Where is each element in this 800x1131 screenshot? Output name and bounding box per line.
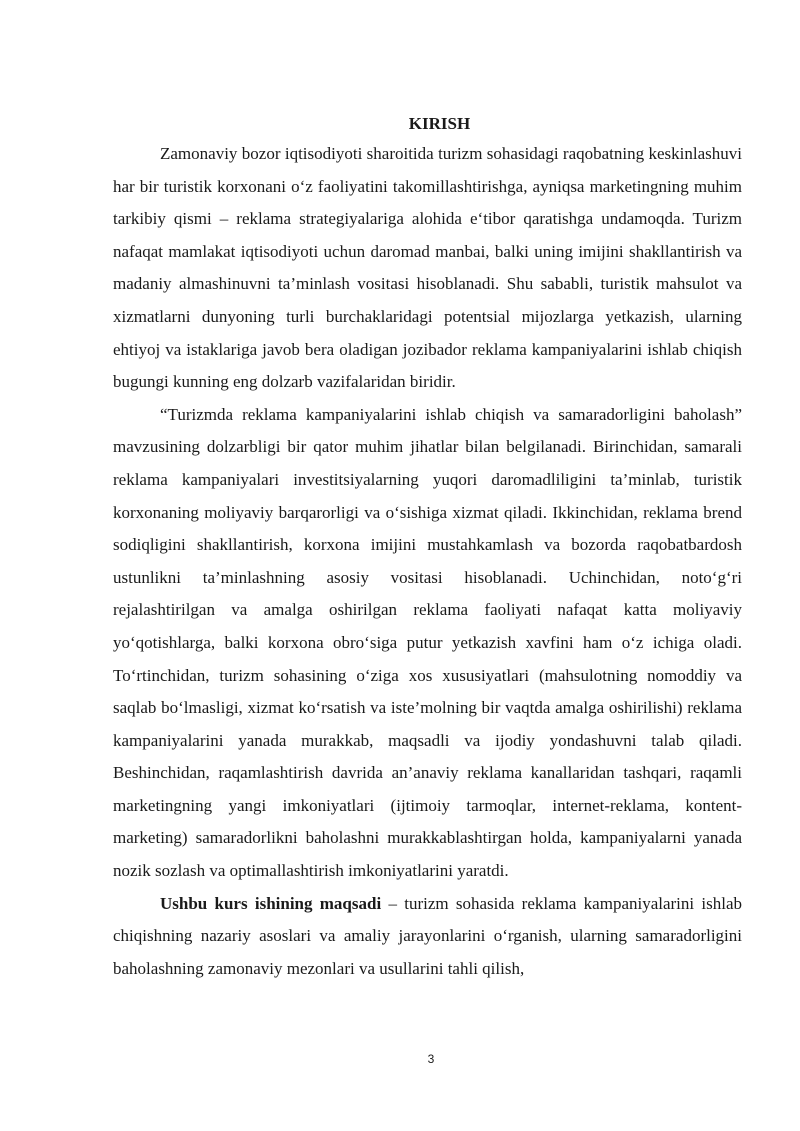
section-title: KIRISH — [408, 114, 471, 133]
document-page — [113, 112, 742, 985]
goal-text: – turizm sohasida reklama kampaniyalarini ishlab chiqishning nazariy asoslari va amaliy jarayonlarini o‘rganish, ularning samaradorligini baholashning zamonaviy mezonlari va usullarini tahli qilish, — [113, 893, 743, 978]
goal-paragraph — [113, 888, 742, 986]
intro-paragraph: Zamonaviy bozor iqtisodiyoti sharoitida turizm sohasidagi raqobatning keskinlashuvi har bir turistik korxonani o‘z faoliyatini takomillashtirishga, ayniqsa marketingning muhim tarkibiy qismi – reklama strategiyalariga alohida e‘tibor qaratishga undamoqda. Turizm nafaqat mamlakat iqtisodiyoti uchun daromad manbai, balki uning imijini shakllantirish va madaniy almashinuvni ta’minlash vositasi hisoblanadi. Shu sababli, turistik mahsulot va xizmatlarni dunyoning turli burchaklaridagi potentsial mijozlarga yetkazish, ularning ehtiyoj va istaklariga javob bera oladigan jozibador reklama kampaniyalarini ishlab chiqish bugungi kunning eng dolzarb vazifalaridan biridir. — [113, 144, 742, 392]
goal-lead: Ushbu kurs ishining maqsadi — [160, 893, 382, 913]
page-number: 3 — [427, 1052, 435, 1066]
relevance-paragraph: “Turizmda reklama kampaniyalarini ishlab chiqish va samaradorligini baholash” mavzusining dolzarbligi bir qator muhim jihatlar bilan belgilanadi. Birinchidan, samarali reklama kampaniyalari investitsiyalarning yuqori daromadliligini ta’minlab, turistik korxonaning moliyaviy barqarorligi va o‘sishiga xizmat qiladi. Ikkinchidan, reklama brend sodiqligini shakllantirish, korxona imijini mustahkamlash va bozorda raqobatbardosh ustunlikni ta’minlashning asosiy vositasi hisoblanadi. Uchinchidan, noto‘g‘ri rejalashtirilgan va amalga oshirilgan reklama faoliyati nafaqat katta moliyaviy yo‘qotishlarga, balki korxona obro‘siga putur yetkazish xavfini ham o‘z ichiga oladi. To‘rtinchidan, turizm sohasining o‘ziga xos xususiyatlari (mahsulotning nomoddiy va saqlab bo‘lmasligi, xizmat ko‘rsatish va iste’molning bir vaqtda amalga oshirilishi) reklama kampaniyalarini yanada murakkab, maqsadli va ijodiy yondashuvni talab qiladi. Beshinchidan, raqamlashtirish davrida an’anaviy reklama kanallaridan tashqari, raqamli marketingning yangi imkoniyatlari (ijtimoiy tarmoqlar, internet-reklama, kontent-marketing) samaradorlikni baholashni murakkablashtirgan holda, kampaniyalarni yanada nozik sozlash va optimallashtirish imkoniyatlarini yaratdi. — [113, 404, 742, 881]
